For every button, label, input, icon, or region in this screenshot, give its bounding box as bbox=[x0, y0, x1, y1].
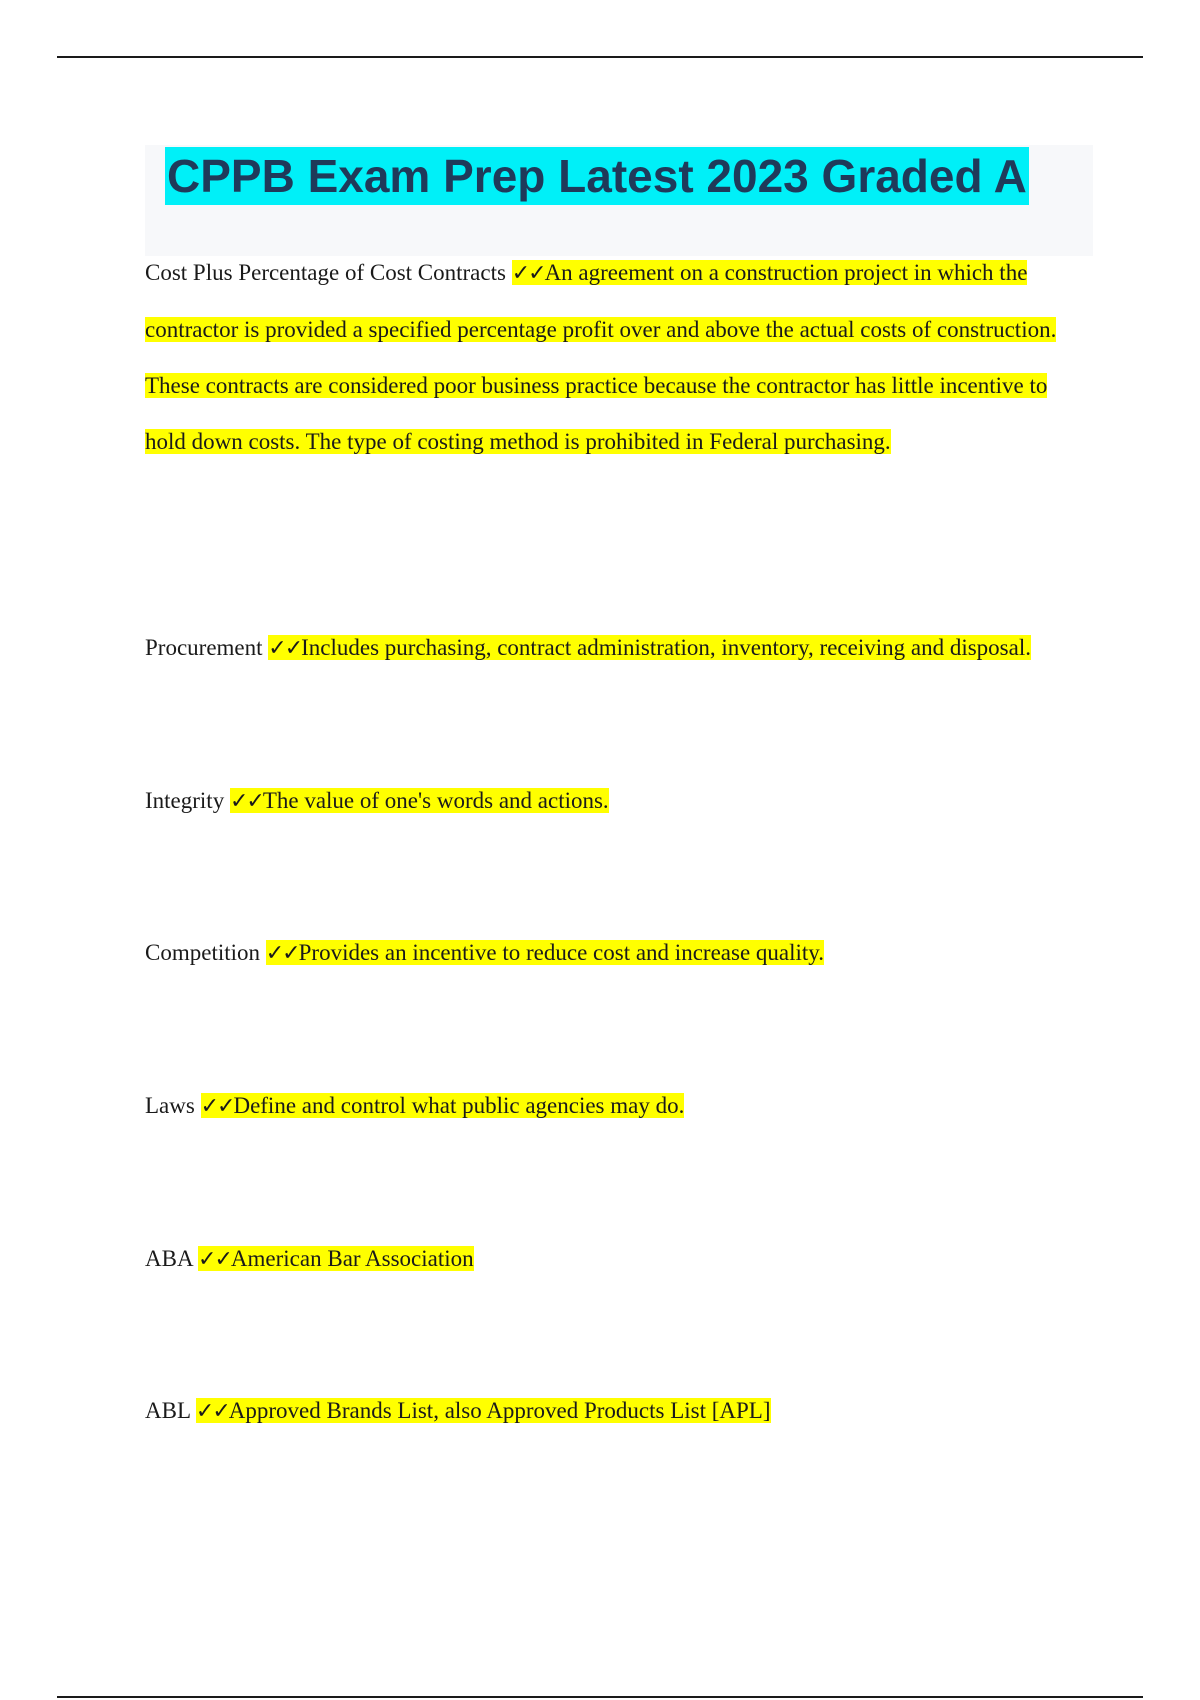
double-check-icon: ✓✓ bbox=[200, 1094, 234, 1119]
entry-laws bbox=[145, 1078, 1085, 1135]
entry-definition-highlight bbox=[268, 635, 1031, 660]
entry-abl bbox=[145, 1383, 1085, 1440]
double-check-icon: ✓✓ bbox=[198, 1247, 231, 1272]
entry-definition: An agreement on a construction project in which the contractor is provided a specified percentage profit over and above the actual costs of construction. These contracts are considered poor business practice because the contractor has little incentive to hold down costs. The type of costing method is prohibited in Federal purchasing. bbox=[145, 260, 1057, 454]
entry-aba bbox=[145, 1231, 1085, 1288]
entry-definition: The value of one's words and actions. bbox=[262, 788, 609, 813]
entry-definition-highlight bbox=[198, 1246, 474, 1271]
top-rule bbox=[57, 56, 1143, 58]
entry-term: ABL bbox=[145, 1398, 191, 1423]
entry-definition: Approved Brands List, also Approved Products List [APL] bbox=[228, 1398, 771, 1423]
entry-definition: American Bar Association bbox=[230, 1246, 474, 1271]
title-block bbox=[145, 145, 1093, 256]
entry-procurement bbox=[145, 620, 1085, 677]
document-title: CPPB Exam Prep Latest 2023 Graded A bbox=[165, 147, 1029, 205]
entry-term: Integrity bbox=[145, 788, 225, 813]
entry-term: Laws bbox=[145, 1093, 195, 1118]
entry-definition-highlight bbox=[145, 260, 1056, 454]
double-check-icon: ✓✓ bbox=[195, 1399, 229, 1424]
bottom-rule bbox=[57, 1696, 1143, 1698]
entry-definition-highlight bbox=[196, 1398, 771, 1423]
double-check-icon: ✓✓ bbox=[268, 636, 302, 661]
entry-definition-highlight bbox=[266, 940, 824, 965]
entry-definition: Includes purchasing, contract administration, inventory, receiving and disposal. bbox=[301, 635, 1031, 660]
entry-definition-highlight bbox=[201, 1093, 685, 1118]
entry-cost-plus bbox=[145, 245, 1085, 470]
entry-term: Competition bbox=[145, 940, 260, 965]
entry-term: ABA bbox=[145, 1246, 193, 1271]
double-check-icon: ✓✓ bbox=[511, 261, 545, 286]
entry-definition-highlight bbox=[230, 788, 609, 813]
entry-competition bbox=[145, 925, 1085, 982]
double-check-icon: ✓✓ bbox=[229, 789, 263, 814]
entry-term: Procurement bbox=[145, 635, 263, 660]
double-check-icon: ✓✓ bbox=[265, 941, 299, 966]
entry-definition: Define and control what public agencies may do. bbox=[233, 1093, 685, 1118]
entry-term: Cost Plus Percentage of Cost Contracts bbox=[145, 260, 506, 285]
entry-definition: Provides an incentive to reduce cost and increase quality. bbox=[298, 940, 825, 965]
entry-integrity bbox=[145, 773, 1085, 830]
